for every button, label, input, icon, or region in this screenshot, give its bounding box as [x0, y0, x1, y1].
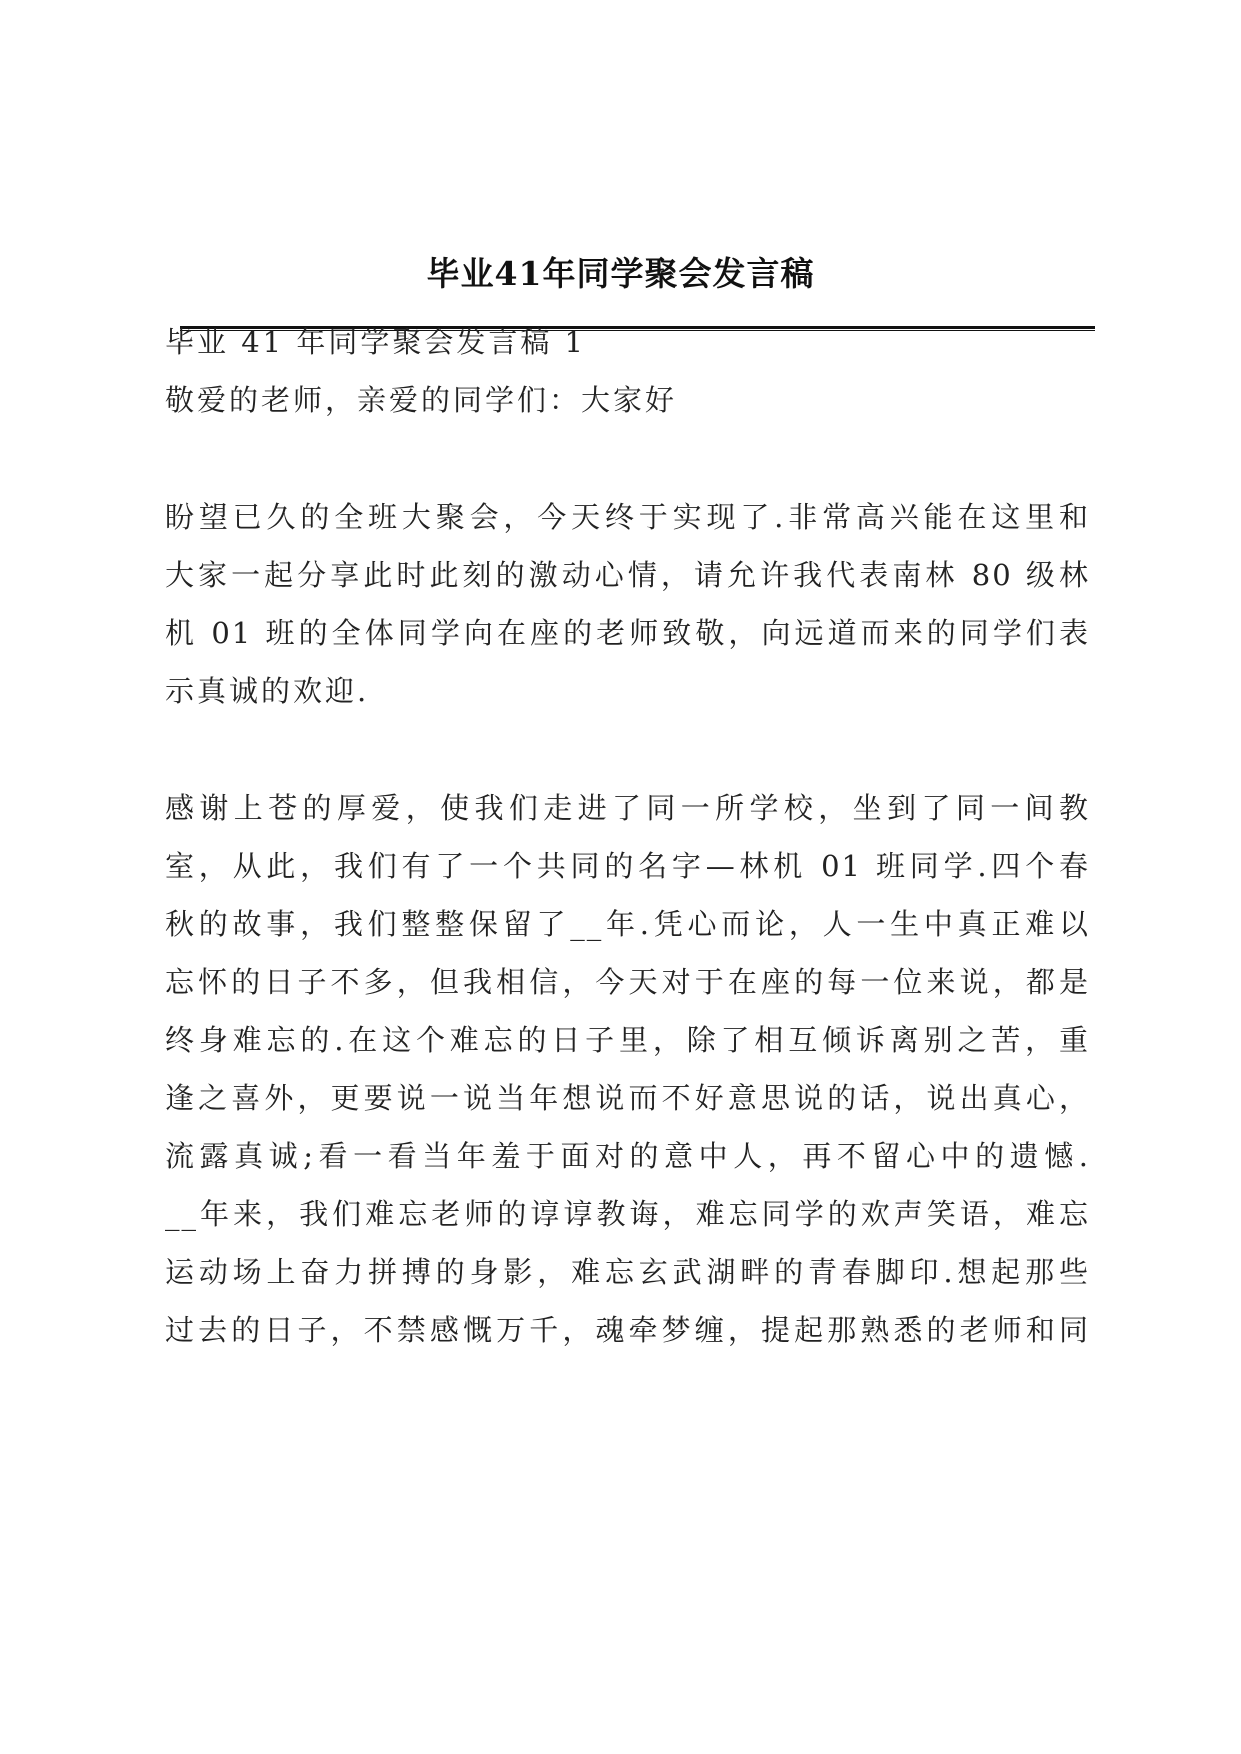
- paragraph2-line: 秋的故事，我们整整保留了__年.凭心而论，人一生中真正难以: [165, 907, 1090, 941]
- paragraph2-line: 流露真诚;看一看当年羞于面对的意中人，再不留心中的遗憾.: [165, 1139, 1090, 1173]
- paragraph2-line: 忘怀的日子不多，但我相信，今天对于在座的每一位来说，都是: [165, 965, 1090, 999]
- paragraph1-line: 机 01 班的全体同学向在座的老师致敬，向远道而来的同学们表: [165, 616, 1090, 650]
- paragraph2-line: 运动场上奋力拼搏的身影，难忘玄武湖畔的青春脚印.想起那些: [165, 1255, 1090, 1289]
- paragraph1-line: 盼望已久的全班大聚会，今天终于实现了.非常高兴能在这里和: [165, 500, 1090, 534]
- section-heading: 毕业 41 年同学聚会发言稿 1: [165, 325, 587, 359]
- paragraph1-line: 大家一起分享此时此刻的激动心情，请允许我代表南林 80 级林: [165, 558, 1090, 592]
- paragraph2-line: 室，从此，我们有了一个共同的名字—林机 01 班同学.四个春: [165, 849, 1090, 883]
- paragraph2-line: 终身难忘的.在这个难忘的日子里，除了相互倾诉离别之苦，重: [165, 1023, 1090, 1057]
- salutation: 敬爱的老师，亲爱的同学们：大家好: [165, 383, 678, 417]
- document-title: 毕业41年同学聚会发言稿: [426, 254, 815, 293]
- paragraph1-line: 示真诚的欢迎.: [165, 674, 370, 708]
- paragraph2-line: __年来，我们难忘老师的谆谆教诲，难忘同学的欢声笑语，难忘: [165, 1197, 1090, 1231]
- paragraph2-line: 逢之喜外，更要说一说当年想说而不好意思说的话，说出真心，: [165, 1081, 1090, 1115]
- paragraph2-line: 感谢上苍的厚爱，使我们走进了同一所学校，坐到了同一间教: [165, 791, 1090, 825]
- paragraph2-line: 过去的日子，不禁感慨万千，魂牵梦缠，提起那熟悉的老师和同: [165, 1313, 1090, 1347]
